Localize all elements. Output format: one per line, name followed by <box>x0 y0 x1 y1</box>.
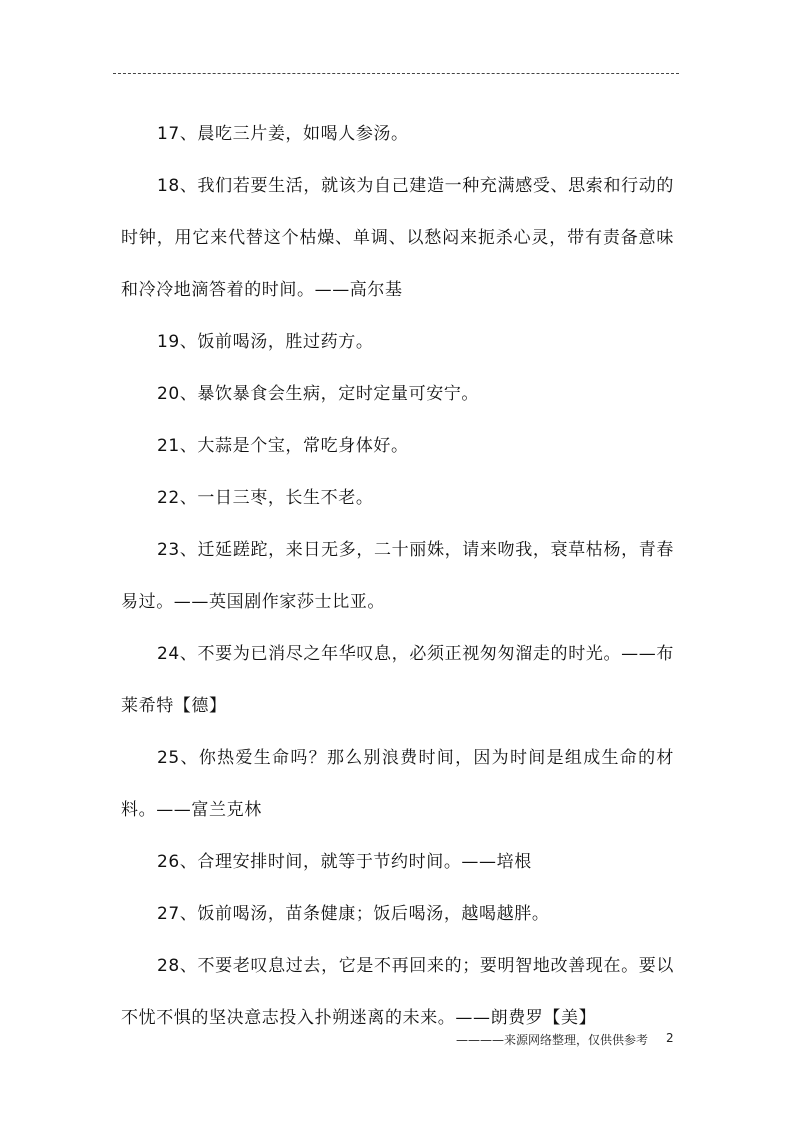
quote-item-20: 20、暴饮暴食会生病，定时定量可安宁。 <box>157 384 480 404</box>
quote-item-27: 27、饭前喝汤，苗条健康；饭后喝汤，越喝越胖。 <box>157 904 550 924</box>
quote-list <box>121 108 674 1044</box>
quote-item-24: 24、不要为已消尽之年华叹息，必须正视匆匆溜走的时光。——布莱希特【德】 <box>121 644 674 716</box>
quote-item-26: 26、合理安排时间，就等于节约时间。——培根 <box>157 852 532 872</box>
quote-item-28: 28、不要老叹息过去，它是不再回来的；要明智地改善现在。要以不忧不惧的坚决意志投入扑朔迷离的未来。——朗费罗【美】 <box>121 956 674 1028</box>
page-footer <box>456 1031 676 1048</box>
quote-item-22: 22、一日三枣，长生不老。 <box>157 488 374 508</box>
quote-item-23: 23、迁延蹉跎，来日无多，二十丽姝，请来吻我，衰草枯杨，青春易过。——英国剧作家莎士比亚。 <box>121 540 674 612</box>
quote-item-25: 25、你热爱生命吗？那么别浪费时间，因为时间是组成生命的材料。——富兰克林 <box>121 748 674 820</box>
quote-item-21: 21、大蒜是个宝，常吃身体好。 <box>157 436 409 456</box>
quote-item-17: 17、晨吃三片姜，如喝人参汤。 <box>157 124 409 144</box>
header-dashed-rule <box>113 73 679 74</box>
footer-source-note: ————来源网络整理，仅供供参考 <box>456 1033 649 1047</box>
page-number: 2 <box>666 1031 674 1045</box>
quote-item-18: 18、我们若要生活，就该为自己建造一种充满感受、思索和行动的时钟，用它来代替这个枯燥、单调、以愁闷来扼杀心灵，带有责备意味和冷冷地滴答着的时间。——高尔基 <box>121 176 674 300</box>
quote-item-19: 19、饭前喝汤，胜过药方。 <box>157 332 374 352</box>
